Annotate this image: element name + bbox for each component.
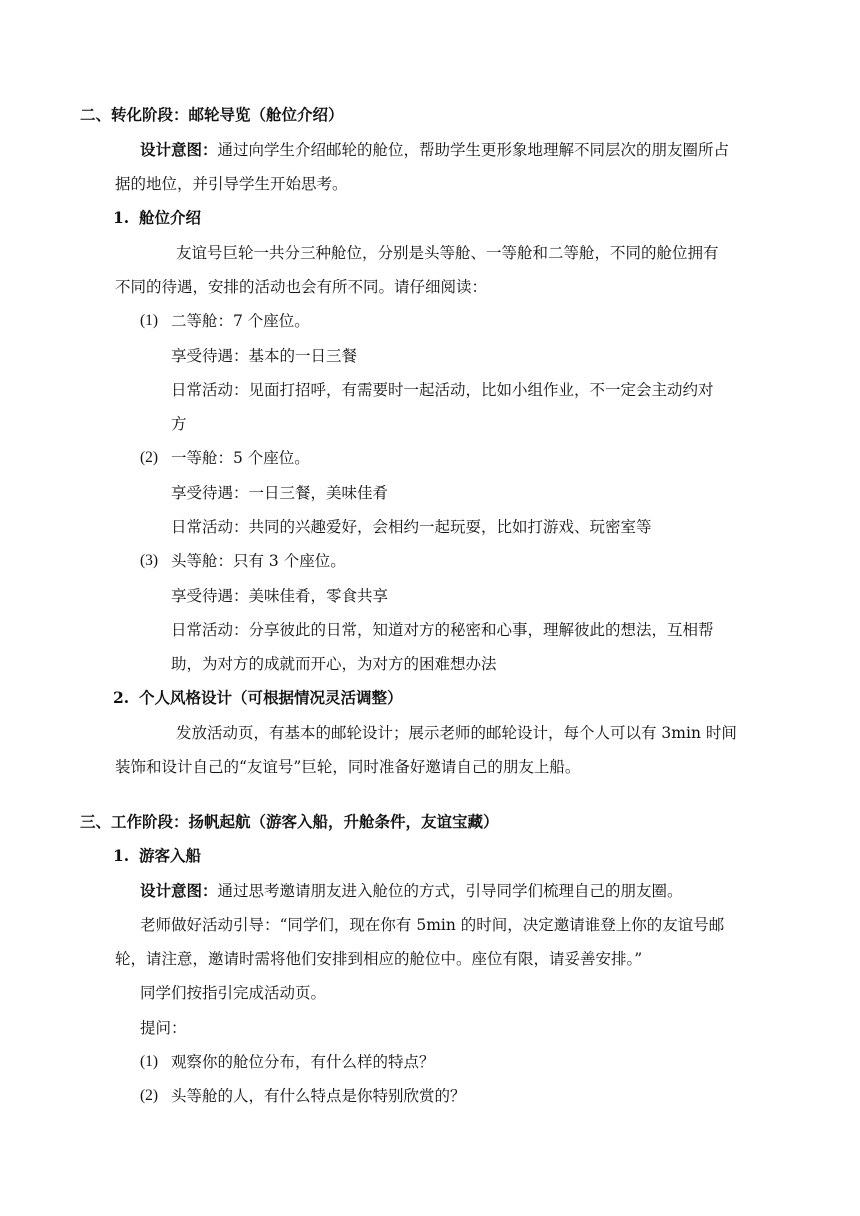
cabin-first-class-title: 一等舱：5 个座位。	[171, 449, 310, 467]
subsection-number: 1.	[113, 846, 130, 865]
cabin-treatment: 享受待遇：一日三餐，美味佳肴	[171, 484, 389, 502]
cabin-top-class-title: 头等舱：只有 3 个座位。	[171, 552, 346, 570]
cabin-activity: 日常活动：共同的兴趣爱好，会相约一起玩耍，比如打游戏、玩密室等	[171, 518, 652, 536]
cabin-activity: 日常活动：见面打招呼，有需要时一起活动，比如小组作业，不一定会主动约对	[171, 381, 714, 399]
style-text: 发放活动页，有基本的邮轮设计；展示老师的邮轮设计，每个人可以有 3min 时间	[176, 724, 737, 742]
question-item: 头等舱的人，有什么特点是你特别欣赏的？	[171, 1087, 466, 1105]
cabin-treatment: 享受待遇：美味佳肴，零食共享	[171, 587, 389, 605]
subsection-number: 1.	[113, 208, 130, 227]
design-intent-text: 通过思考邀请朋友进入舱位的方式，引导同学们梳理自己的朋友圈。	[217, 882, 683, 900]
design-intent-text: 通过向学生介绍邮轮的舱位，帮助学生更形象地理解不同层次的朋友圈所占	[217, 141, 730, 159]
guide-text-cont: 轮，请注意，邀请时需将他们安排到相应的舱位中。座位有限，请妥善安排。”	[115, 950, 643, 968]
section2-heading: 二、转化阶段：邮轮导览（舱位介绍）	[80, 105, 344, 124]
style-text-cont: 装饰和设计自己的“友谊号”巨轮，同时准备好邀请自己的朋友上船。	[115, 758, 581, 776]
subsection-title-guests-boarding: 游客入船	[139, 846, 202, 865]
subsection-number: 2.	[113, 688, 130, 707]
list-number: (1)	[140, 312, 159, 329]
subsection-title-cabin-intro: 舱位介绍	[139, 208, 202, 227]
guide-text: 老师做好活动引导：“同学们，现在你有 5min 的时间，决定邀请谁登上你的友谊号邮	[140, 916, 725, 934]
cabin-activity-cont: 方	[171, 415, 187, 433]
list-number: (3)	[140, 552, 159, 569]
follow-instruction: 同学们按指引完成活动页。	[140, 984, 327, 1002]
cabin-activity: 日常活动：分享彼此的日常，知道对方的秘密和心事，理解彼此的想法，互相帮	[171, 621, 714, 639]
cabin-treatment: 享受待遇：基本的一日三餐	[171, 347, 358, 365]
question-prompt: 提问：	[140, 1019, 187, 1037]
list-number: (2)	[140, 1087, 159, 1104]
cabin-second-class-title: 二等舱：7 个座位。	[171, 312, 310, 330]
list-number: (2)	[140, 449, 159, 466]
intro-text: 友谊号巨轮一共分三种舱位，分别是头等舱、一等舱和二等舱，不同的舱位拥有	[176, 244, 719, 262]
design-intent-paragraph	[140, 881, 683, 901]
subsection-title-personal-style: 个人风格设计（可根据情况灵活调整）	[139, 688, 403, 707]
list-number: (1)	[140, 1053, 159, 1070]
design-intent-text-cont: 据的地位，并引导学生开始思考。	[115, 175, 348, 193]
design-intent-paragraph	[140, 140, 783, 160]
design-intent-label: 设计意图：	[140, 140, 218, 159]
section3-heading: 三、工作阶段：扬帆起航（游客入船，升舱条件，友谊宝藏）	[80, 812, 499, 831]
design-intent-label: 设计意图：	[140, 881, 218, 900]
cabin-activity-cont: 助，为对方的成就而开心，为对方的困难想办法	[171, 655, 497, 673]
question-item: 观察你的舱位分布，有什么样的特点？	[171, 1053, 435, 1071]
intro-text-cont: 不同的待遇，安排的活动也会有所不同。请仔细阅读：	[115, 278, 488, 296]
